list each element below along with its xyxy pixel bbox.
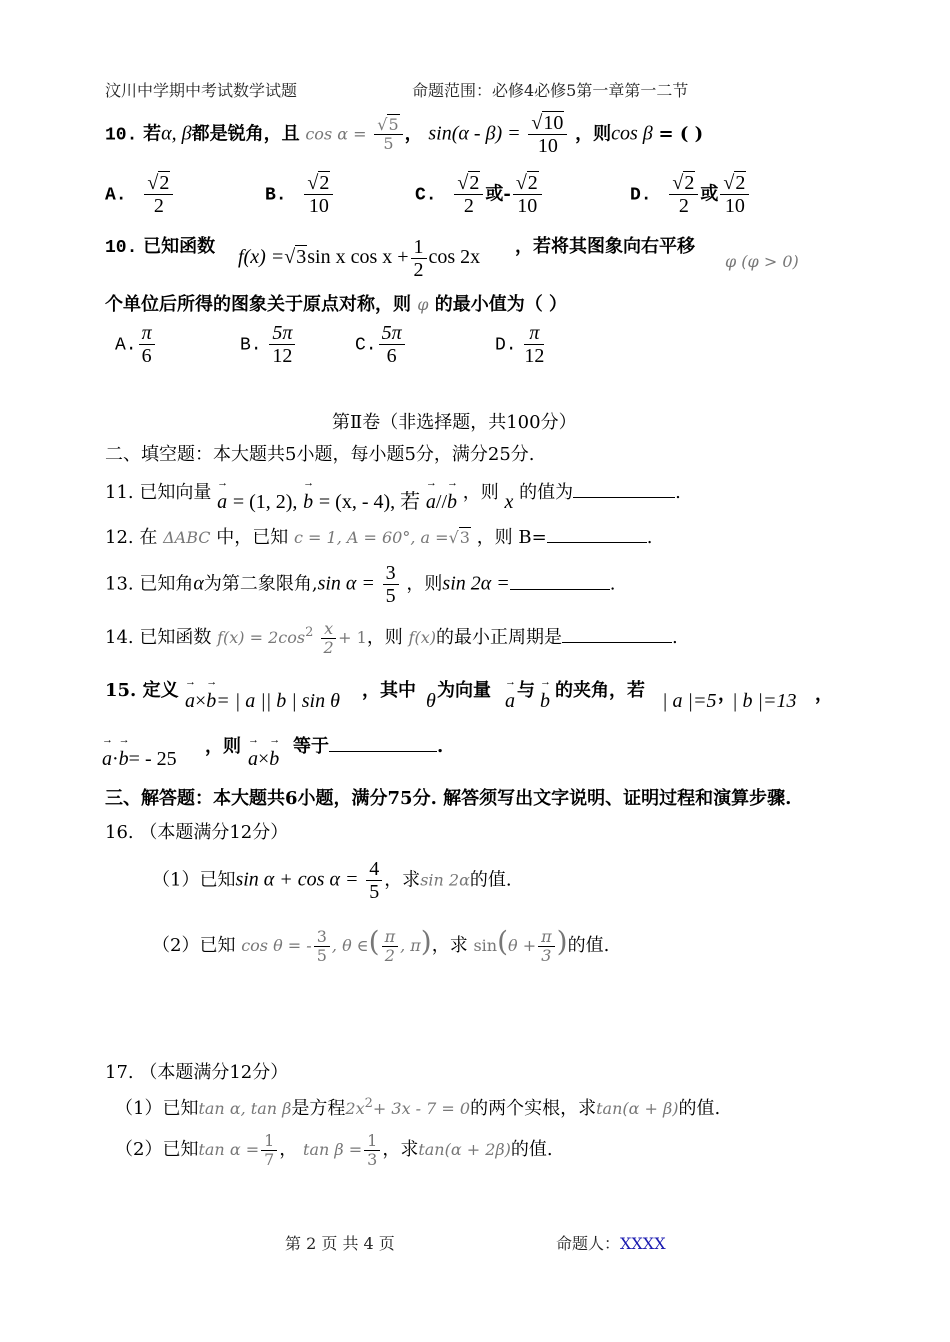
q16-p1-den: 5 bbox=[369, 881, 380, 903]
q14-sup: 2 bbox=[305, 625, 314, 641]
q10b-b-label: B. bbox=[240, 335, 262, 356]
q14-answer-blank[interactable] bbox=[562, 642, 672, 643]
q15-text2: ，其中 bbox=[362, 680, 416, 701]
section3-heading: 三、解答题：本大题共6小题，满分75分. 解答须写出文字说明、证明过程和演算步骤. bbox=[105, 788, 792, 809]
q10b-text1: 已知函数 bbox=[143, 236, 216, 257]
q10b-part1: sin x cos x + bbox=[307, 246, 409, 268]
q10a-text2: 都是锐角，且 bbox=[191, 123, 300, 145]
q17-p1-sup: 2 bbox=[364, 1096, 373, 1111]
q10a-b-den: 10 bbox=[308, 195, 329, 217]
q16-p2a: （2）已知 bbox=[152, 935, 236, 956]
q16-p1b: ，求 bbox=[384, 869, 421, 891]
q17-p1a: （1）已知 bbox=[115, 1098, 199, 1119]
q14-text3: 的最小正周期是 bbox=[435, 627, 562, 649]
q16-p2c: 的值. bbox=[567, 935, 610, 956]
q17-p1-eq2: + 3x - 7 = 0 bbox=[372, 1099, 471, 1118]
q15-answer-blank[interactable] bbox=[329, 751, 437, 752]
q15-dotval: = - 25 bbox=[128, 748, 177, 770]
q17-p1c: 的两个实根，求 bbox=[470, 1098, 597, 1119]
header-left: 汶川中学期中考试数学试题 bbox=[105, 81, 298, 100]
q16-p2b: ，求 bbox=[431, 935, 468, 956]
q14-plus: + 1 bbox=[338, 628, 367, 648]
q15-modb bbox=[732, 690, 797, 713]
q13-num: 3 bbox=[383, 562, 399, 585]
footer-page-number: 第 2 页 共 4 页 bbox=[285, 1234, 395, 1253]
q13-frac bbox=[383, 562, 399, 607]
q15-text3: 为向量 bbox=[437, 680, 491, 701]
q15-dot-b: → b bbox=[119, 748, 129, 771]
q15-cross-x: × bbox=[258, 748, 270, 770]
q10b-d-label: D. bbox=[495, 335, 517, 356]
q10a-a-den: 2 bbox=[153, 195, 164, 217]
q16-p2-in: , θ ∈ bbox=[331, 936, 369, 955]
q15-text6: ，则 bbox=[205, 736, 241, 757]
q16-part2: （2）已知 cos θ = - $\frac{3}{5}$ , θ ∈( $\frac{\pi}{2}$ , π)，求 sin(θ + $\frac{\pi}{3}$ )的值. bbox=[152, 925, 610, 965]
q16-p1-frac bbox=[366, 858, 382, 903]
q11-text2: ，则 bbox=[462, 482, 499, 503]
q10b-formula: f(x) =√3sin x cos x + $\frac{1}{2}$ cos 2x bbox=[238, 236, 481, 281]
question-15 bbox=[105, 676, 179, 702]
q15-theta-sym: θ bbox=[426, 690, 436, 712]
q10a-frac-sqrt10: $\frac{√10}{10}$ bbox=[528, 112, 567, 157]
q15-definition bbox=[185, 690, 340, 713]
q10a-cos-beta: cos β bbox=[611, 122, 653, 145]
q10a-sin-diff: sin(α - β) = bbox=[428, 122, 521, 145]
question-12: 12. 在 ΔABC 中，已知 c = 1, A = 60°, a =√3 ，则 B= . bbox=[105, 527, 653, 548]
footer-author bbox=[556, 1231, 666, 1254]
q12-text3: ，则 B= bbox=[476, 527, 547, 548]
q10a-d-num2: 2 bbox=[735, 172, 746, 194]
q16-p2-int-frac bbox=[382, 928, 399, 964]
q14-end: . bbox=[671, 627, 678, 649]
part2-title: 第Ⅱ卷（非选择题，共100分） bbox=[332, 412, 577, 433]
q10a-option-a bbox=[105, 172, 175, 217]
q10a-c-or: 或- bbox=[485, 183, 511, 205]
q15-theta bbox=[426, 690, 436, 713]
q10a-option-d-label: D. bbox=[630, 185, 652, 206]
q16-p1-formula: sin α + cos α = bbox=[235, 868, 359, 891]
q16-p2-pi3 bbox=[538, 928, 555, 964]
q17-p2a: （2）已知 bbox=[115, 1139, 199, 1161]
q10b-half-n: 1 bbox=[411, 236, 427, 259]
q11-vec-a: → a bbox=[217, 491, 227, 514]
q10a-d-num1: 2 bbox=[684, 172, 695, 194]
question-11 bbox=[105, 475, 681, 513]
q10b-a-frac bbox=[139, 322, 155, 367]
header-right: 命题范围：必修4必修5第一章第一二节 bbox=[412, 81, 689, 100]
q10a-option-a-label: A. bbox=[105, 185, 127, 206]
q10b-c-frac bbox=[379, 322, 405, 367]
q15-text1: 15. 定义 bbox=[105, 680, 179, 701]
q16-p2-int-den: 2 bbox=[384, 945, 395, 965]
q10a-a-num: 2 bbox=[159, 172, 170, 194]
q11-vec-b2: → b bbox=[447, 491, 457, 514]
q10b-a-label: A. bbox=[115, 335, 137, 356]
q10a-option-a-frac: $\frac{√2}{2}$ bbox=[144, 172, 173, 217]
q16-p1-num: 4 bbox=[366, 858, 382, 881]
q16-p2-frac bbox=[314, 928, 330, 964]
q10a-d-or: 或 bbox=[700, 183, 719, 205]
q10a-d-den2: 10 bbox=[724, 195, 745, 217]
q10a-option-d-frac1: $\frac{√2}{2}$ bbox=[669, 172, 698, 217]
q17-p1-tan-sum: tan(α + β) bbox=[596, 1099, 679, 1118]
question-10b bbox=[105, 232, 215, 258]
q17-title: 17. （本题满分12分） bbox=[105, 1062, 289, 1083]
q10b-line2b: 的最小值为（ ） bbox=[434, 294, 568, 315]
q10b-half bbox=[411, 236, 427, 281]
q10a-option-b-label: B. bbox=[265, 185, 287, 206]
q17-p2-tan-sum: tan(α + 2β) bbox=[418, 1140, 511, 1160]
q10b-line2 bbox=[105, 290, 567, 316]
q16-p2-theta: θ + bbox=[508, 936, 537, 955]
q15-moda-text: | a |=5 bbox=[662, 690, 717, 712]
q10b-b-frac bbox=[269, 322, 295, 367]
q10a-text3: ，则 bbox=[575, 123, 612, 145]
q17-p2b: ， bbox=[279, 1139, 298, 1161]
q11-x: x bbox=[504, 491, 514, 513]
q16-p2-den: 5 bbox=[316, 945, 327, 965]
q13-alpha: α bbox=[193, 572, 204, 595]
q16-p2-int-pi: , π bbox=[400, 936, 421, 955]
q10a-option-c-frac2: $\frac{√2}{10}$ bbox=[513, 172, 542, 217]
q17-p2-frac1 bbox=[261, 1132, 277, 1168]
q11-parallel: // bbox=[435, 491, 448, 513]
q10b-f: f(x) = bbox=[238, 246, 285, 268]
q12-condition: c = 1, A = 60°, a = bbox=[293, 528, 449, 547]
q14-frac bbox=[321, 620, 336, 656]
q15-text4: 与 bbox=[517, 680, 535, 701]
q10b-sqrt3: 3 bbox=[296, 246, 307, 268]
q15-dot-product bbox=[102, 748, 177, 771]
q16-p2-sin: sin bbox=[473, 936, 498, 955]
q10b-d-den: 12 bbox=[524, 345, 545, 367]
q10b-d-num: π bbox=[524, 322, 544, 345]
q16-p2-pi3-num: π bbox=[538, 928, 555, 947]
q16-p2-cos: cos θ = - bbox=[241, 936, 312, 955]
q14-f: f(x) = 2cos bbox=[217, 628, 306, 648]
q10a-option-d-frac2: $\frac{√2}{10}$ bbox=[720, 172, 749, 217]
q10b-a-den: 6 bbox=[141, 345, 152, 367]
q10a-den10: 10 bbox=[537, 135, 558, 157]
question-14 bbox=[105, 620, 678, 656]
q10a-den5: 5 bbox=[383, 134, 394, 153]
q15-dot: · bbox=[112, 748, 119, 770]
q17-p2-num2: 1 bbox=[364, 1132, 380, 1151]
q16-p1-sin2: sin 2α bbox=[420, 870, 470, 890]
q10b-half-d: 2 bbox=[413, 259, 424, 281]
section2-heading: 二、填空题：本大题共5小题，每小题5分，满分25分. bbox=[105, 444, 535, 465]
q16-p1c: 的值. bbox=[469, 869, 512, 891]
q10b-phi: φ (φ > 0) bbox=[725, 252, 799, 271]
q17-p2d: 的值. bbox=[510, 1139, 553, 1161]
q16-part1 bbox=[152, 858, 512, 903]
q10b-c-num: 5π bbox=[379, 322, 405, 345]
q13-text2: 为第二象限角, bbox=[203, 573, 318, 595]
q10a-option-b-frac: $\frac{√2}{10}$ bbox=[304, 172, 333, 217]
q14-f2: f(x) bbox=[408, 628, 436, 648]
q15-vec-a2-wrap bbox=[505, 690, 515, 713]
footer-author-label: 命题人： bbox=[556, 1234, 621, 1253]
q15-vec-b2-wrap bbox=[540, 690, 550, 713]
q12-text2: 中，已知 bbox=[216, 527, 289, 548]
q10b-b-den: 12 bbox=[272, 345, 293, 367]
q11-m2: = (x, - 4), 若 bbox=[318, 491, 421, 513]
q14-text2: ，则 bbox=[366, 627, 403, 649]
q15-end: . bbox=[437, 736, 444, 757]
q10a-c-den2: 10 bbox=[517, 195, 538, 217]
q10a-b-num: 2 bbox=[319, 172, 330, 194]
q17-p2-den1: 7 bbox=[264, 1149, 275, 1169]
q10a-alpha-beta: α, β bbox=[161, 122, 192, 145]
q15-moda bbox=[662, 690, 717, 713]
q15-vec-b: → b bbox=[206, 690, 216, 713]
q10b-phi2: φ bbox=[417, 295, 429, 314]
q10b-number: 10. bbox=[105, 238, 138, 258]
q10b-option-c bbox=[355, 322, 407, 367]
footer-author-name: XXXX bbox=[620, 1234, 666, 1253]
q15-cross-a: → a bbox=[248, 748, 258, 771]
q16-p1a: （1）已知 bbox=[152, 869, 236, 891]
q10a-c-num2: 2 bbox=[527, 172, 538, 194]
q10b-part2: cos 2x bbox=[428, 246, 481, 268]
q16-p2-pi3-den: 3 bbox=[541, 945, 552, 965]
q11-text3: 的值为 bbox=[519, 482, 574, 503]
q15-comma: ， bbox=[718, 684, 736, 705]
q10b-option-a bbox=[115, 322, 157, 367]
q13-answer-blank[interactable] bbox=[510, 589, 610, 590]
q17-p1-eq1: 2x bbox=[345, 1099, 365, 1118]
q17-p1b: 是方程 bbox=[291, 1098, 346, 1119]
q16-p2-int-num: π bbox=[382, 928, 399, 947]
q12-answer-blank[interactable] bbox=[547, 542, 647, 543]
q10a-c-num1: 2 bbox=[469, 172, 480, 194]
q10b-option-d bbox=[495, 322, 546, 367]
q10b-c-den: 6 bbox=[386, 345, 397, 367]
q15-cross-b: → b bbox=[269, 748, 279, 771]
q10b-text2: ，若将其图象向右平移 bbox=[515, 236, 695, 257]
q11-vec-b: → b bbox=[303, 491, 313, 514]
q12-end: . bbox=[646, 527, 653, 548]
q13-text3: ，则 bbox=[406, 573, 443, 595]
q15-vec-a2: → a bbox=[505, 690, 515, 713]
q15-comma2: ， bbox=[815, 684, 833, 705]
q10a-c-den1: 2 bbox=[463, 195, 474, 217]
q17-p2-den2: 3 bbox=[367, 1149, 378, 1169]
q10a-d-den1: 2 bbox=[678, 195, 689, 217]
q14-den: 2 bbox=[323, 637, 334, 657]
q10a-sqrt5-num: 5 bbox=[388, 115, 399, 135]
q10a-text1: 若 bbox=[143, 123, 162, 145]
q10b-a-num: π bbox=[139, 322, 155, 345]
q17-p2-frac2 bbox=[364, 1132, 380, 1168]
question-13 bbox=[105, 562, 615, 607]
q14-num: x bbox=[321, 620, 336, 639]
q13-den: 5 bbox=[385, 585, 396, 607]
q10a-option-c-label: C. bbox=[415, 185, 437, 206]
q12-text1: 12. 在 bbox=[105, 527, 158, 548]
q10a-option-b bbox=[265, 172, 335, 217]
q10a-text4: = ( ) bbox=[658, 123, 704, 145]
q12-sqrt3: 3 bbox=[459, 528, 470, 547]
q13-sin2: sin 2α = bbox=[442, 572, 510, 595]
q10a-option-d bbox=[630, 172, 751, 217]
q10a-cos-alpha: cos α = bbox=[305, 124, 367, 144]
q15-text7 bbox=[293, 732, 443, 758]
q17-p2-tan-a: tan α = bbox=[198, 1140, 260, 1160]
q16-p2-num: 3 bbox=[314, 928, 330, 947]
q10a-option-c bbox=[415, 172, 544, 217]
q10b-b-num: 5π bbox=[269, 322, 295, 345]
q13-text1: 13. 已知角 bbox=[105, 573, 194, 595]
q10a-option-c-frac1: $\frac{√2}{2}$ bbox=[454, 172, 483, 217]
q15-vec-b2: → b bbox=[540, 690, 550, 713]
q10b-option-b bbox=[240, 322, 297, 367]
q14-text1: 14. 已知函数 bbox=[105, 627, 212, 649]
q17-p1d: 的值. bbox=[678, 1098, 721, 1119]
question-10a: 10. 若α, β都是锐角，且 cos α = $\frac{√5}{5}$ ， sin(α - β) = $\frac{√10}{10}$ ，则cos β = ( ) bbox=[105, 112, 704, 157]
q16-title: 16. （本题满分12分） bbox=[105, 822, 289, 843]
q13-end: . bbox=[609, 573, 616, 595]
q15-dot-a: → a bbox=[102, 748, 112, 771]
q10b-d-frac bbox=[524, 322, 544, 367]
q11-end: . bbox=[675, 482, 681, 503]
q15-text5: 的夹角，若 bbox=[555, 680, 645, 701]
q10b-line2a: 个单位后所得的图象关于原点对称，则 bbox=[105, 294, 411, 315]
q15-cross bbox=[248, 748, 279, 771]
q15-times: × bbox=[195, 690, 207, 712]
q11-answer-blank[interactable] bbox=[573, 497, 675, 498]
q10a-frac-sqrt5: $\frac{√5}{5}$ bbox=[374, 116, 402, 152]
q17-part2 bbox=[115, 1132, 553, 1168]
q17-part1 bbox=[115, 1094, 720, 1120]
q10b-c-label: C. bbox=[355, 335, 377, 356]
q10a-number: 10. bbox=[105, 125, 138, 146]
q11-m1: = (1, 2), bbox=[232, 491, 298, 513]
q17-p2c: ，求 bbox=[382, 1139, 419, 1161]
q15-modb-text: | b |=13 bbox=[732, 690, 797, 712]
q15-text7-label: 等于 bbox=[293, 736, 329, 757]
q10a-sqrt10-num: 10 bbox=[543, 112, 564, 134]
q12-triangle: ΔABC bbox=[163, 528, 211, 547]
q17-p1-tan: tan α, tan β bbox=[198, 1099, 292, 1118]
q11-vec-a2: → a bbox=[426, 491, 436, 514]
q13-sin: sin α = bbox=[317, 572, 375, 595]
q17-p2-num1: 1 bbox=[261, 1132, 277, 1151]
q15-def: = | a || b | sin θ bbox=[216, 690, 340, 712]
q15-vec-a: → a bbox=[185, 690, 195, 713]
q11-text1: 11. 已知向量 bbox=[105, 482, 212, 503]
q17-p2-tan-b: tan β = bbox=[303, 1140, 363, 1160]
